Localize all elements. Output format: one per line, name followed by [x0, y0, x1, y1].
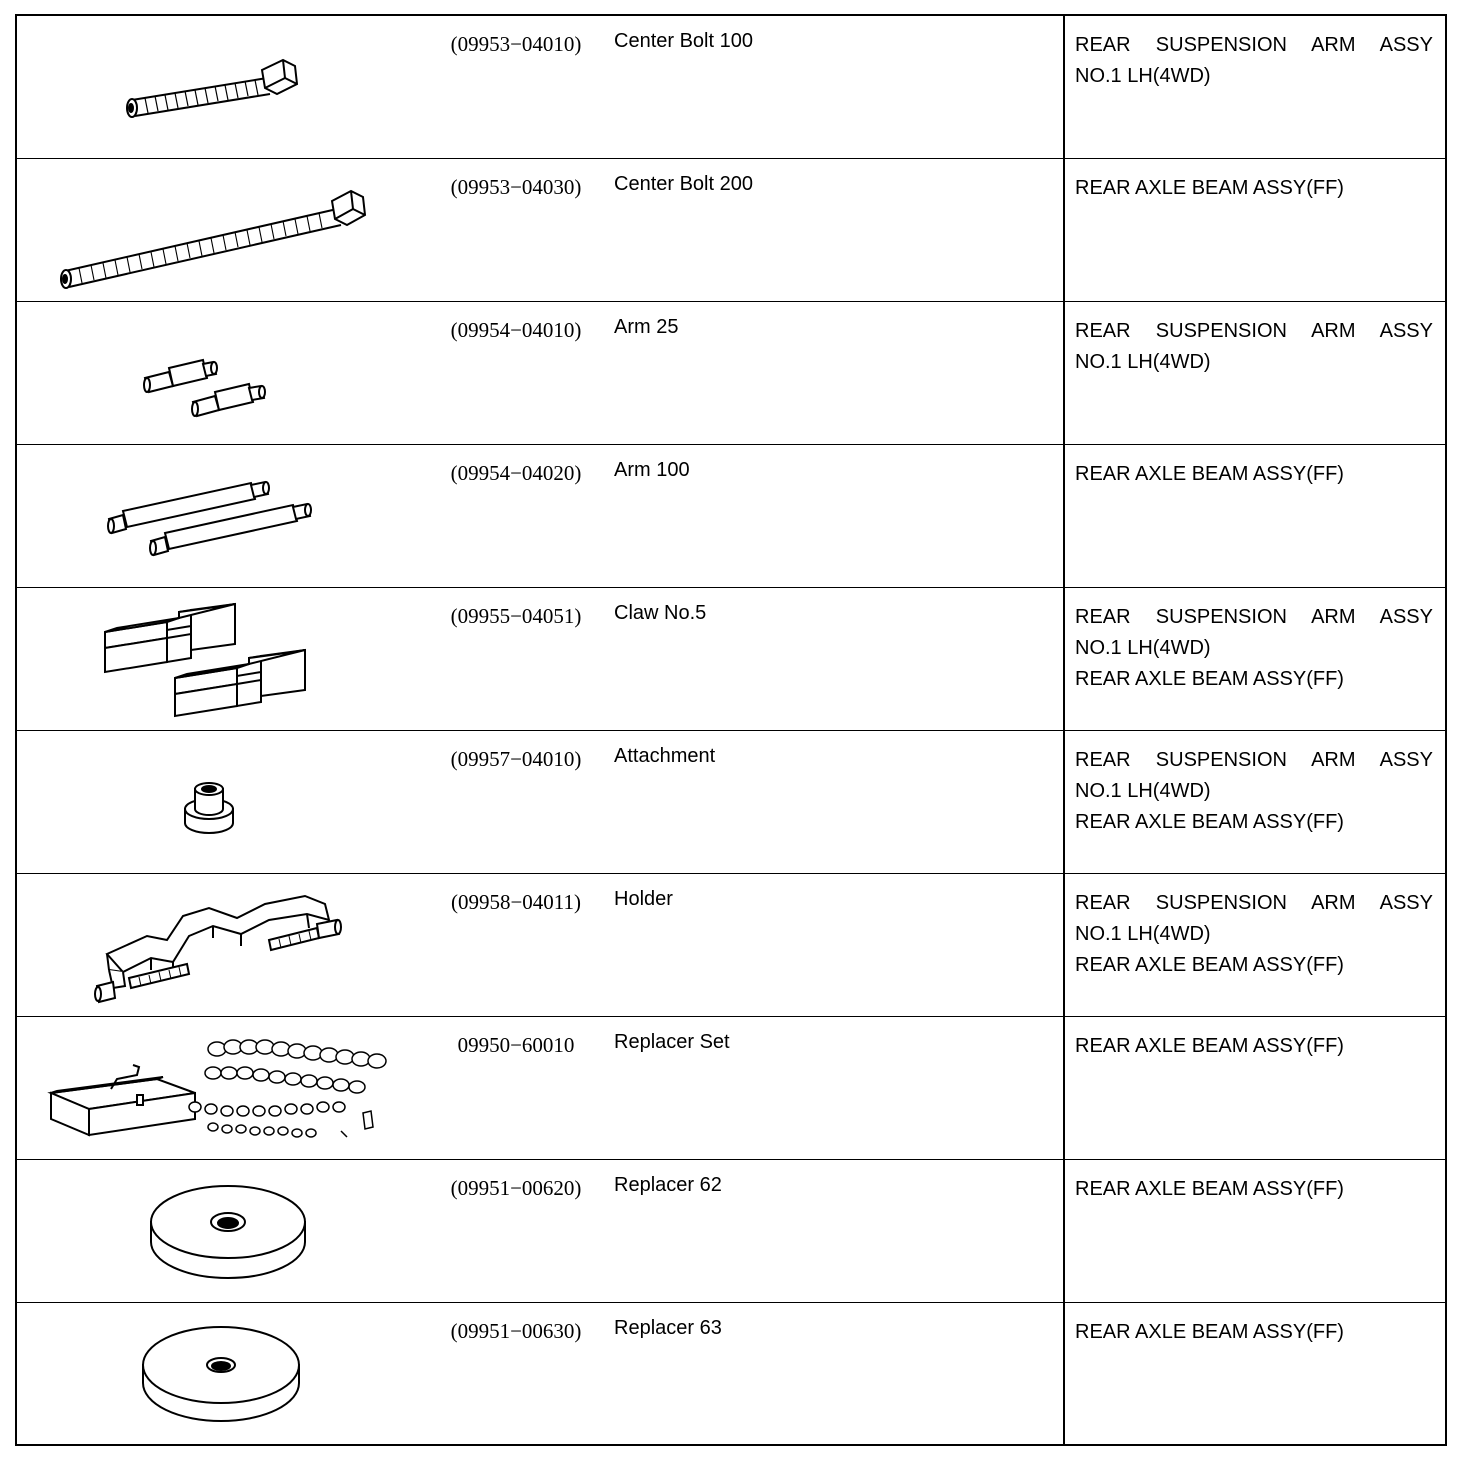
application-line: REAR AXLE BEAM ASSY(FF) [1075, 811, 1344, 833]
application-line: REAR AXLE BEAM ASSY(FF) [1075, 1178, 1344, 1200]
part-code: (09954−04010) [450, 318, 582, 342]
tool-name: Claw No.5 [614, 602, 707, 624]
application-line: NO.1 LH(4WD) [1075, 65, 1211, 87]
application-list [1075, 1031, 1433, 1062]
tool-name: Replacer 62 [614, 1174, 722, 1196]
part-code: (09957−04010) [450, 747, 582, 771]
application-line: NO.1 LH(4WD) [1075, 923, 1211, 945]
table-row [17, 731, 1445, 874]
application-line: REAR AXLE BEAM ASSY(FF) [1075, 177, 1344, 199]
application-line: REAR SUSPENSION ARM ASSY [1075, 320, 1433, 342]
application-line: REAR SUSPENSION ARM ASSY [1075, 892, 1433, 914]
part-code: (09951−00620) [450, 1176, 582, 1200]
part-code: (09953−04010) [450, 32, 582, 56]
tool-name: Center Bolt 100 [614, 30, 753, 52]
replacer-63-icon [17, 1303, 417, 1444]
application-list [1075, 316, 1433, 378]
tool-name: Holder [614, 888, 673, 910]
application-line: REAR AXLE BEAM ASSY(FF) [1075, 954, 1344, 976]
table-row [17, 588, 1445, 731]
application-list [1075, 888, 1433, 981]
application-list [1075, 459, 1433, 490]
application-line: REAR AXLE BEAM ASSY(FF) [1075, 1321, 1344, 1343]
part-code: (09954−04020) [450, 461, 582, 485]
application-list [1075, 602, 1433, 695]
replacer-set-icon [17, 1017, 417, 1158]
application-list [1075, 30, 1433, 92]
table-row [17, 1160, 1445, 1303]
replacer-62-icon [17, 1160, 417, 1301]
tool-name: Attachment [614, 745, 716, 767]
tool-name: Arm 100 [614, 459, 690, 481]
center-bolt-200-icon [17, 159, 417, 300]
application-line: REAR SUSPENSION ARM ASSY [1075, 749, 1433, 771]
application-line: REAR AXLE BEAM ASSY(FF) [1075, 668, 1344, 690]
part-code: (09958−04011) [450, 890, 582, 914]
application-list [1075, 1174, 1433, 1205]
tool-table [15, 14, 1447, 1446]
table-row [17, 159, 1445, 302]
application-line: REAR SUSPENSION ARM ASSY [1075, 34, 1433, 56]
tool-name: Replacer Set [614, 1031, 730, 1053]
application-list [1075, 1317, 1433, 1348]
attachment-icon [17, 731, 417, 872]
application-line: NO.1 LH(4WD) [1075, 637, 1211, 659]
application-list [1075, 173, 1433, 204]
application-list [1075, 745, 1433, 838]
application-line: REAR AXLE BEAM ASSY(FF) [1075, 463, 1344, 485]
application-line: NO.1 LH(4WD) [1075, 351, 1211, 373]
tool-name: Replacer 63 [614, 1317, 722, 1339]
table-row [17, 16, 1445, 159]
part-code: (09951−00630) [450, 1319, 582, 1343]
tool-name: Arm 25 [614, 316, 679, 338]
claw-icon [17, 588, 417, 729]
part-code: 09950−60010 [457, 1033, 575, 1057]
arm-25-icon [17, 302, 417, 443]
part-code: (09953−04030) [450, 175, 582, 199]
arm-100-icon [17, 445, 417, 586]
table-row [17, 1017, 1445, 1160]
holder-icon [17, 874, 417, 1015]
application-line: REAR SUSPENSION ARM ASSY [1075, 606, 1433, 628]
table-row [17, 874, 1445, 1017]
tool-name: Center Bolt 200 [614, 173, 753, 195]
application-line: REAR AXLE BEAM ASSY(FF) [1075, 1035, 1344, 1057]
part-code: (09955−04051) [450, 604, 582, 628]
application-line: NO.1 LH(4WD) [1075, 780, 1211, 802]
table-row [17, 302, 1445, 445]
table-row [17, 445, 1445, 588]
table-row [17, 1303, 1445, 1446]
center-bolt-100-icon [17, 16, 417, 157]
